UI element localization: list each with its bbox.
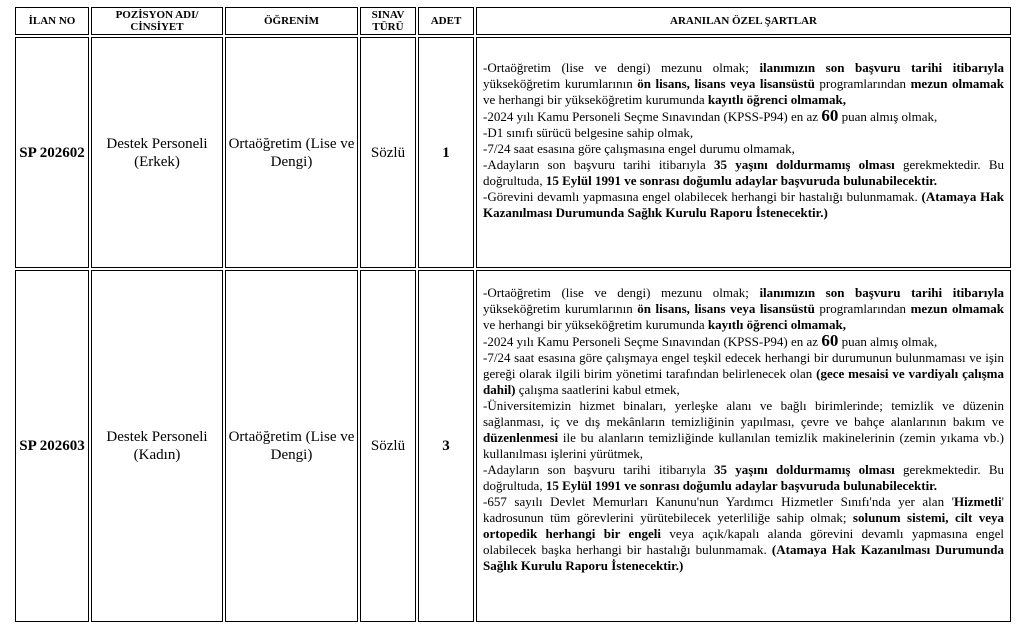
ogrenim-cell: Ortaöğretim (Lise ve Dengi)	[225, 270, 358, 622]
header-ilan-no: İLAN NO	[15, 7, 89, 35]
pozisyon-cell: Destek Personeli (Kadın)	[91, 270, 223, 622]
requirement-item: -2024 yılı Kamu Personeli Seçme Sınavından (KPSS-P94) en az 60 puan almış olmak,	[483, 106, 938, 125]
adet-cell: 3	[418, 270, 474, 622]
header-sinav: SINAV TÜRÜ	[360, 7, 416, 35]
ogrenim-cell: Ortaöğretim (Lise ve Dengi)	[225, 37, 358, 268]
sinav-cell: Sözlü	[360, 270, 416, 622]
requirement-item: -7/24 saat esasına göre çalışmaya engel teşkil edecek herhangi bir durumunun bulunmaması ve işin gereği olarak ilgili birim yönetimi tarafından belirlenecek olan (gece mesaisi ve vardiyalı çalışma dahil) çalışma saatlerini kabul etmek,	[483, 350, 1004, 397]
ilan-no-cell: SP 202602	[15, 37, 89, 268]
requirement-item: -D1 sınıfı sürücü belgesine sahip olmak,	[483, 125, 694, 140]
requirements-cell	[476, 37, 1011, 268]
table-row	[15, 37, 1011, 268]
header-adet: ADET	[418, 7, 474, 35]
pozisyon-cell: Destek Personeli (Erkek)	[91, 37, 223, 268]
adet-cell: 1	[418, 37, 474, 268]
ilan-no-cell: SP 202603	[15, 270, 89, 622]
requirement-item: -Ortaöğretim (lise ve dengi) mezunu olmak; ilanımızın son başvuru tarihi itibarıyla yükseköğretim kurumlarının ön lisans, lisans veya lisansüstü programlarından mezun olmamak ve herhangi bir yükseköğretim kurumunda kayıtlı öğrenci olmamak,	[483, 285, 1004, 332]
requirement-item: -Görevini devamlı yapmasına engel olabilecek herhangi bir hastalığı bulunmamak. (Atamaya Hak Kazanılması Durumunda Sağlık Kurulu Raporu İstenecektir.)	[483, 189, 1005, 220]
job-listing-table-wrapper	[13, 5, 1013, 624]
requirement-item: -Adayların son başvuru tarihi itibarıyla 35 yaşını doldurmamış olması gerekmektedir. Bu doğrultuda, 15 Eylül 1991 ve sonrası doğumlu adaylar başvuruda bulunabilecektir.	[483, 462, 1005, 493]
requirement-item: -Ortaöğretim (lise ve dengi) mezunu olmak; ilanımızın son başvuru tarihi itibarıyla yükseköğretim kurumlarının ön lisans, lisans veya lisansüstü programlarından mezun olmamak ve herhangi bir yükseköğretim kurumunda kayıtlı öğrenci olmamak,	[483, 60, 1004, 107]
header-ozel-sartlar: ARANILAN ÖZEL ŞARTLAR	[476, 7, 1011, 35]
requirement-item: -2024 yılı Kamu Personeli Seçme Sınavından (KPSS-P94) en az 60 puan almış olmak,	[483, 331, 938, 350]
header-row	[15, 7, 1011, 35]
requirements-cell	[476, 270, 1011, 622]
header-ogrenim: ÖĞRENİM	[225, 7, 358, 35]
requirement-item: -Üniversitemizin hizmet binaları, yerleşke alanı ve bağlı birimlerinde; temizlik ve düzenin sağlanması, iç ve dış mekânların temizliğinin yapılması, çevre ve bahçe alanlarının bakım ve düzenlenmesi ile bu alanların temizliğinde kullanılan temizlik makinelerinin (zemin yıkama vb.) kullanılması işlerini yürütmek,	[483, 398, 1004, 461]
requirement-item: -Adayların son başvuru tarihi itibarıyla 35 yaşını doldurmamış olması gerekmektedir. Bu doğrultuda, 15 Eylül 1991 ve sonrası doğumlu adaylar başvuruda bulunabilecektir.	[483, 157, 1005, 188]
requirement-item: -7/24 saat esasına göre çalışmasına engel durumu olmamak,	[483, 141, 795, 156]
requirement-item: -657 sayılı Devlet Memurları Kanunu'nun Yardımcı Hizmetler Sınıfı'nda yer alan 'Hizmetli' kadrosunun tüm görevlerini yürütebilecek yeterliliğe sahip olmak; solunum sistemi, cilt veya ortopedik herhangi bir engeli veya açık/kapalı alanda görevini devamlı yapmasına engel olabilecek başka herhangi bir hastalığı bulunmamak. (Atamaya Hak Kazanılması Durumunda Sağlık Kurulu Raporu İstenecektir.)	[483, 494, 1005, 573]
sinav-cell: Sözlü	[360, 37, 416, 268]
table-row	[15, 270, 1011, 622]
job-listing-table	[13, 5, 1013, 624]
header-pozisyon: POZİSYON ADI/ CİNSİYET	[91, 7, 223, 35]
